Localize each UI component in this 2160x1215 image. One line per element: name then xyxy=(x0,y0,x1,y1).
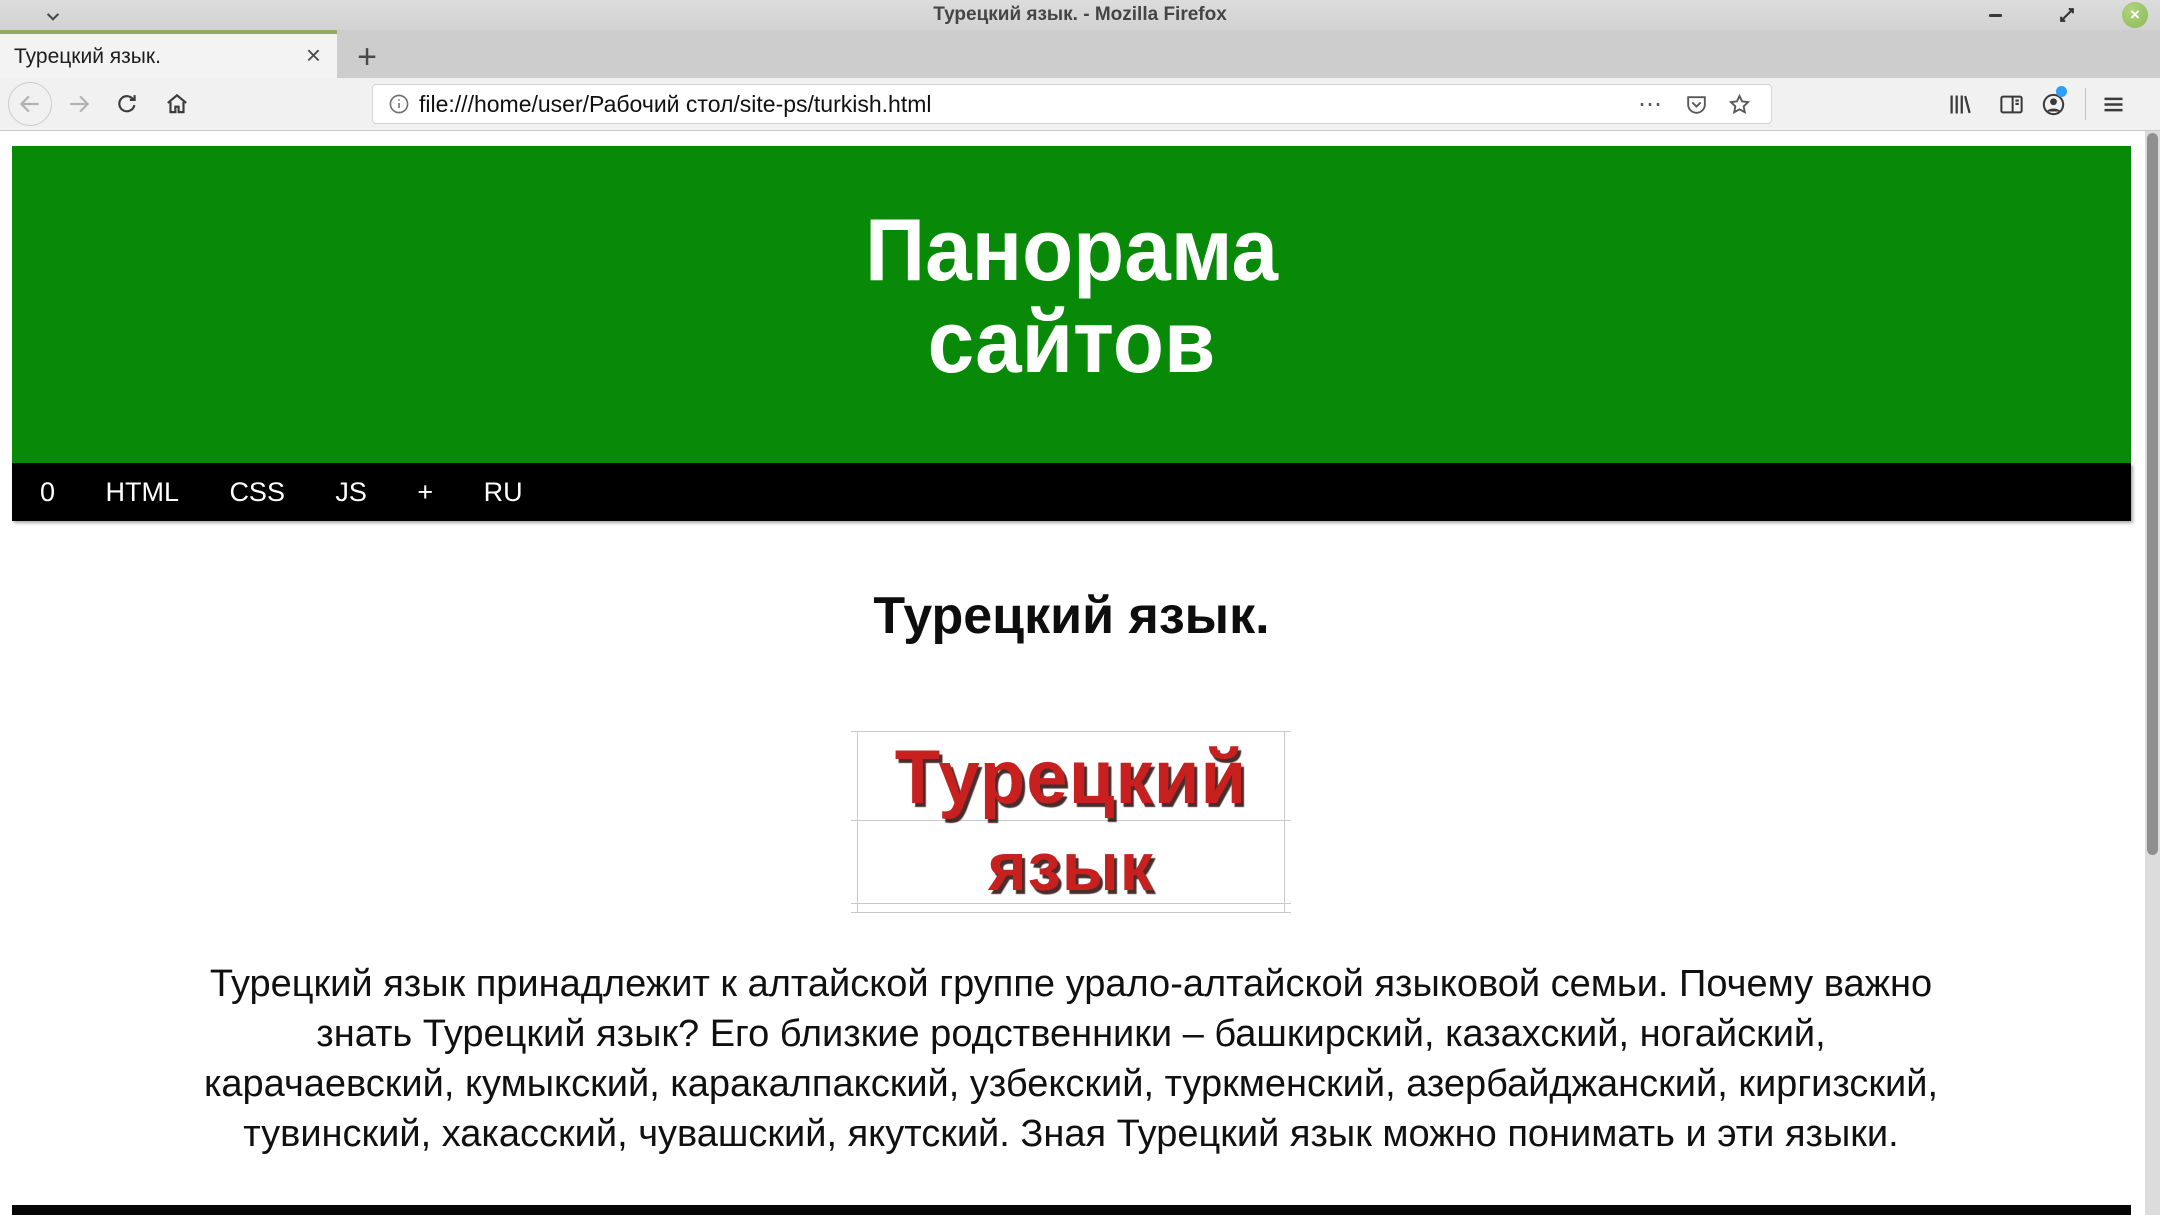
back-arrow-icon xyxy=(17,91,43,117)
pocket-icon[interactable] xyxy=(1684,92,1709,117)
minimize-icon xyxy=(1989,14,2002,17)
paragraph-line: Турецкий язык принадлежит к алтайской группе урало-алтайской языковой семьи. Почему важно xyxy=(209,963,1933,1005)
site-info-icon[interactable] xyxy=(387,92,411,116)
url-text[interactable]: file:///home/user/Рабочий стол/site-ps/turkish.html xyxy=(419,90,932,117)
sidebar-icon[interactable] xyxy=(1998,91,2025,118)
paragraph-line: карачаевский, кумыкский, каракалпакский, узбекский, туркменский, азербайджанский, киргизский, xyxy=(203,1063,1939,1105)
account-notification-badge xyxy=(2056,86,2067,97)
nav-item-0[interactable]: 0 xyxy=(40,477,56,507)
page-viewport xyxy=(0,131,2160,1215)
image-text-line1: Турецкий xyxy=(894,735,1248,820)
home-button[interactable] xyxy=(164,91,190,117)
nav-item-js[interactable]: JS xyxy=(335,477,367,507)
page-title: Турецкий язык. xyxy=(873,587,1270,645)
image-text-line2: язык xyxy=(987,829,1155,905)
back-button[interactable] xyxy=(8,82,52,126)
banner-title-line1: Панорама xyxy=(865,200,1278,299)
navigation-toolbar xyxy=(0,78,2160,131)
restore-icon xyxy=(2052,1,2082,29)
nav-item-html[interactable]: HTML xyxy=(105,477,179,507)
banner-title-line2: сайтов xyxy=(927,292,1216,391)
paragraph-line: знать Турецкий язык? Его близкие родственники – башкирский, казахский, ногайский, xyxy=(316,1013,1826,1055)
forward-button[interactable] xyxy=(66,91,92,117)
scrollbar-thumb[interactable] xyxy=(2147,133,2158,855)
image-grid-line xyxy=(851,912,1291,913)
tab-turkish[interactable] xyxy=(0,30,337,78)
tab-title: Турецкий язык. xyxy=(14,45,161,68)
new-tab-button[interactable]: + xyxy=(357,38,377,76)
page-content xyxy=(12,131,2131,1215)
close-icon: × xyxy=(2130,5,2140,24)
scrollbar-track[interactable] xyxy=(2145,131,2160,1215)
window-titlebar xyxy=(0,0,2160,31)
page-actions-icon[interactable]: ⋯ xyxy=(1638,90,1663,118)
nav-item-css[interactable]: CSS xyxy=(229,477,285,507)
forward-arrow-icon xyxy=(66,91,92,117)
article-paragraph xyxy=(26,959,2116,1159)
minimize-button[interactable] xyxy=(1980,1,2010,29)
url-bar[interactable] xyxy=(372,84,1772,124)
image-grid-line xyxy=(851,731,1291,732)
site-header-banner xyxy=(12,146,2131,463)
bookmark-star-icon[interactable] xyxy=(1727,92,1752,117)
reload-icon xyxy=(114,91,140,117)
reload-button[interactable] xyxy=(114,91,140,117)
library-icon[interactable] xyxy=(1946,91,1973,118)
close-button[interactable] xyxy=(2122,2,2148,28)
tab-strip xyxy=(0,30,2160,78)
site-footer-bar xyxy=(12,1205,2131,1215)
toolbar-separator xyxy=(2085,88,2086,120)
site-nav-bar xyxy=(12,463,2131,521)
tab-close-icon[interactable]: × xyxy=(305,40,321,70)
paragraph-line: тувинский, хакасский, чувашский, якутский. Зная Турецкий язык можно понимать и эти языки. xyxy=(243,1113,1899,1155)
nav-item-ru[interactable]: RU xyxy=(483,477,523,507)
home-icon xyxy=(164,91,190,117)
restore-button[interactable] xyxy=(2052,1,2082,29)
window-title: Турецкий язык. - Mozilla Firefox xyxy=(933,4,1227,25)
hamburger-menu-icon[interactable] xyxy=(2100,91,2127,118)
nav-item-plus[interactable]: + xyxy=(417,477,434,507)
turkish-language-image xyxy=(851,716,1291,916)
